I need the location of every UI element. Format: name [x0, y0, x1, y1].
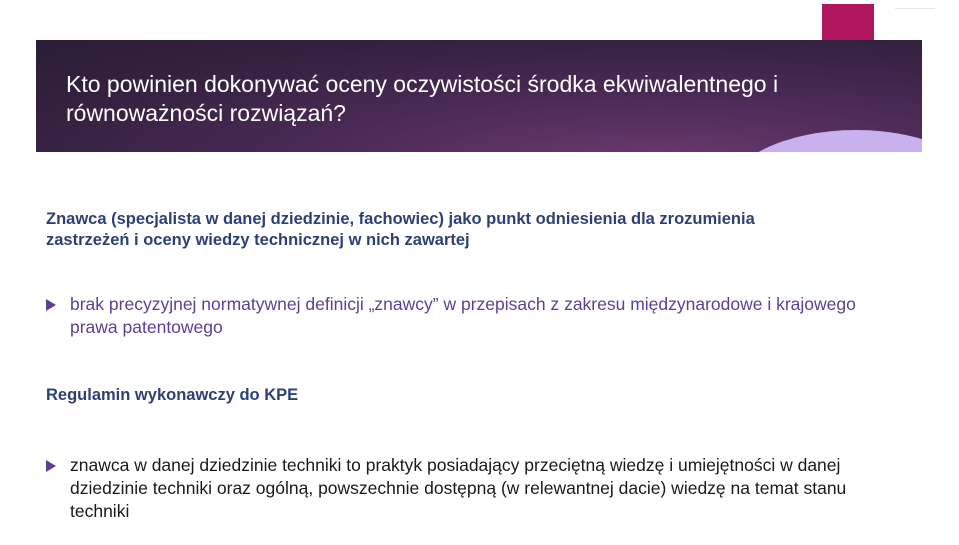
bullet-text: znawca w danej dziedzinie techniki to praktyk posiadający przeciętną wiedzę i umiejętności w danej dziedzinie techniki oraz ogólną, powszechnie dostępną (w relewantnej dacie) wiedzę na temat stanu techniki: [70, 455, 847, 521]
bullet-item: [46, 454, 896, 523]
bullet-item: [46, 293, 896, 339]
decorative-arc: [726, 130, 922, 152]
decorative-corner-lines: [895, 8, 935, 39]
intro-paragraph: Znawca (specjalista w danej dziedzinie, fachowiec) jako punkt odniesienia dla zrozumienia zastrzeżeń i oceny wiedzy technicznej w nich zawartej: [46, 210, 755, 249]
bullet-text: brak precyzyjnej normatywnej definicji „znawcy” w przepisach z zakresu międzynarodowe i krajowego prawa patentowego: [70, 294, 856, 337]
title-banner: [36, 40, 922, 152]
section-heading: Regulamin wykonawczy do KPE: [46, 386, 299, 404]
triangle-arrow-icon: [46, 460, 56, 472]
triangle-arrow-icon: [46, 299, 56, 311]
slide-title: Kto powinien dokonywać oceny oczywistości środka ekwiwalentnego i równoważności rozwiązań?: [66, 71, 779, 126]
